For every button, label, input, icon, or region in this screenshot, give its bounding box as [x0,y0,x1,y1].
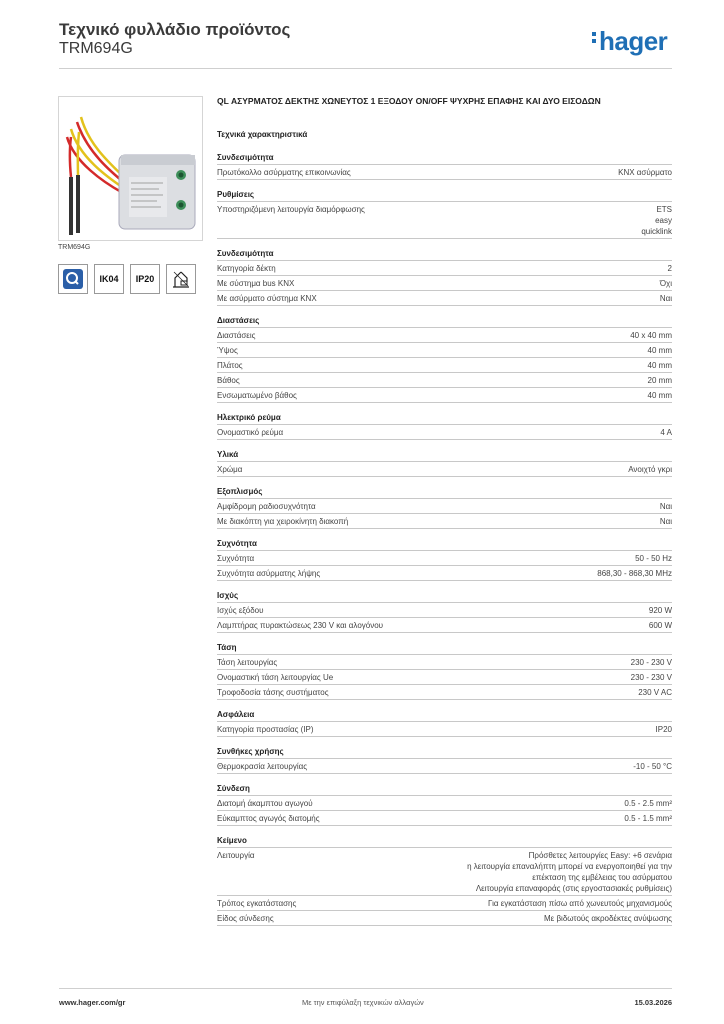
spec-section [217,784,672,826]
spec-label: Ενσωματωμένο βάθος [217,391,297,400]
spec-value: Ναι [659,294,672,303]
section-title: Συνδεσιμότητα [217,153,672,165]
spec-label: Ονομαστική τάση λειτουργίας Ue [217,673,334,682]
image-caption: TRM694G [58,244,91,251]
spec-row [217,514,672,529]
footer-date: 15.03.2026 [634,998,672,1007]
spec-row [217,603,672,618]
spec-row [217,566,672,581]
spec-row [217,343,672,358]
footer-note: Με την επιφύλαξη τεχνικών αλλαγών [302,998,424,1007]
product-code: TRM694G [59,40,133,57]
spec-row [217,551,672,566]
spec-value: 920 W [648,606,672,615]
spec-value: -10 - 50 °C [633,762,672,771]
section-title: Διαστάσεις [217,316,672,328]
spec-sections [217,153,672,926]
specifications-panel [217,96,672,936]
spec-value: Με βιδωτούς ακροδέκτες ανύψωσης [543,914,672,923]
spec-label: Πρωτόκολλο ασύρματης επικοινωνίας [217,168,351,177]
spec-row [217,462,672,477]
spec-label: Τροφοδοσία τάσης συστήματος [217,688,329,697]
footer-divider [59,988,672,989]
spec-section [217,153,672,180]
spec-label: Θερμοκρασία λειτουργίας [217,762,308,771]
spec-value: 0.5 - 2.5 mm² [624,799,672,808]
spec-label: Λαμπτήρας πυρακτώσεως 230 V και αλογόνου [217,621,384,630]
spec-label: Χρώμα [217,465,243,474]
spec-row [217,276,672,291]
section-title: Ηλεκτρικό ρεύμα [217,413,672,425]
spec-label: Είδος σύνδεσης [217,914,274,923]
section-title: Ισχύς [217,591,672,603]
spec-value: 20 mm [647,376,672,385]
spec-row [217,796,672,811]
spec-value: 40 x 40 mm [630,331,672,340]
spec-section [217,643,672,700]
spec-value: 868,30 - 868,30 MHz [597,569,672,578]
spec-label: Αμφίδρομη ραδιοσυχνότητα [217,502,316,511]
install-icon [166,264,196,294]
spec-value: 0.5 - 1.5 mm² [624,814,672,823]
ip20-icon: IP20 [130,264,160,294]
section-title: Συνδεσιμότητα [217,249,672,261]
product-title: QL ΑΣΥΡΜΑΤΟΣ ΔΕΚΤΗΣ ΧΩΝΕΥΤΟΣ 1 ΕΞΟΔΟΥ ON/OFF ΨΥΧΡΗΣ ΕΠΑΦΗΣ ΚΑΙ ΔΥΟ ΕΙΣΟΔΩΝ [217,96,601,106]
spec-value: ETS easy quicklink [641,205,672,236]
spec-row [217,291,672,306]
spec-value: 4 A [660,428,672,437]
spec-value: 40 mm [647,361,672,370]
spec-value: KNX ασύρματο [618,168,672,177]
spec-row [217,373,672,388]
spec-section [217,539,672,581]
spec-row [217,358,672,373]
spec-row [217,685,672,700]
spec-row [217,896,672,911]
spec-value: 230 - 230 V [630,673,672,682]
install-glyph [170,268,192,290]
spec-label: Εύκαμπτος αγωγός διατομής [217,814,320,823]
spec-label: Με σύστημα bus KNX [217,279,295,288]
quicklink-icon [58,264,88,294]
spec-label: Συχνότητα ασύρματης λήψης [217,569,321,578]
spec-row [217,202,672,239]
spec-value: 2 [667,264,672,273]
product-image [58,96,203,241]
product-illustration [59,97,202,240]
spec-section [217,710,672,737]
spec-label: Με ασύρματο σύστημα KNX [217,294,317,303]
spec-label: Με διακόπτη για χειροκίνητη διακοπή [217,517,349,526]
spec-label: Τρόπος εγκατάστασης [217,899,297,908]
spec-row [217,388,672,403]
spec-label: Συχνότητα [217,554,255,563]
section-title: Συχνότητα [217,539,672,551]
spec-value: Για εγκατάσταση πίσω από χωνευτούς μηχανισμούς [488,899,672,908]
section-title: Κείμενο [217,836,672,848]
hager-logo [592,26,667,57]
spec-row [217,811,672,826]
section-title: Εξοπλισμός [217,487,672,499]
section-title: Τάση [217,643,672,655]
section-title: Υλικά [217,450,672,462]
spec-label: Ονομαστικό ρεύμα [217,428,284,437]
spec-section [217,413,672,440]
spec-value: Ναι [659,502,672,511]
spec-label: Ύψος [217,346,238,355]
spec-row [217,670,672,685]
spec-section [217,249,672,306]
spec-row [217,425,672,440]
spec-row [217,261,672,276]
spec-label: Τάση λειτουργίας [217,658,278,667]
spec-row [217,759,672,774]
spec-section [217,316,672,403]
spec-section [217,487,672,529]
spec-section [217,836,672,926]
spec-value: 230 V AC [638,688,672,697]
spec-value: Ναι [659,517,672,526]
spec-label: Βάθος [217,376,240,385]
certification-icons [58,264,196,294]
logo-text: hager [599,26,668,56]
spec-row [217,911,672,926]
spec-label: Λειτουργία [217,851,255,860]
spec-label: Κατηγορία δέκτη [217,264,276,273]
tech-specs-heading: Τεχνικά χαρακτηριστικά [217,130,308,139]
spec-row [217,165,672,180]
spec-value: Ανοιχτό γκρι [628,465,672,474]
spec-value: 50 - 50 Hz [635,554,672,563]
spec-value: 230 - 230 V [630,658,672,667]
spec-label: Υποστηριζόμενη λειτουργία διαμόρφωσης [217,205,365,214]
spec-value: Πρόσθετες λειτουργίες Easy: +6 σενάρια η λειτουργία επαναλήπτη μπορεί να ενεργοποιηθεί για την επέκταση της εμβέλειας του ασύρματου Λειτουργία επαναφοράς (στις εργοστασιακές ρυθμίσεις) [467,851,672,893]
spec-value: 600 W [648,621,672,630]
spec-row [217,328,672,343]
spec-value: 40 mm [647,346,672,355]
ik04-icon: IK04 [94,264,124,294]
spec-row [217,618,672,633]
section-title: Συνθήκες χρήσης [217,747,672,759]
spec-section [217,450,672,477]
spec-row [217,499,672,514]
logo-dots-icon [592,29,597,46]
spec-value: Όχι [659,279,672,288]
spec-value: IP20 [655,725,672,734]
footer-url[interactable]: www.hager.com/gr [59,998,126,1007]
spec-label: Διατομή άκαμπτου αγωγού [217,799,313,808]
spec-row [217,722,672,737]
spec-label: Κατηγορία προστασίας (IP) [217,725,314,734]
spec-label: Διαστάσεις [217,331,256,340]
spec-row [217,848,672,896]
spec-section [217,747,672,774]
section-title: Ασφάλεια [217,710,672,722]
spec-section [217,190,672,239]
section-title: Σύνδεση [217,784,672,796]
header-divider [59,68,672,69]
spec-value: 40 mm [647,391,672,400]
quicklink-glyph [62,268,84,290]
spec-row [217,655,672,670]
document-title: Τεχνικό φυλλάδιο προϊόντος [59,20,291,39]
section-title: Ρυθμίσεις [217,190,672,202]
spec-section [217,591,672,633]
spec-label: Πλάτος [217,361,243,370]
spec-label: Ισχύς εξόδου [217,606,264,615]
